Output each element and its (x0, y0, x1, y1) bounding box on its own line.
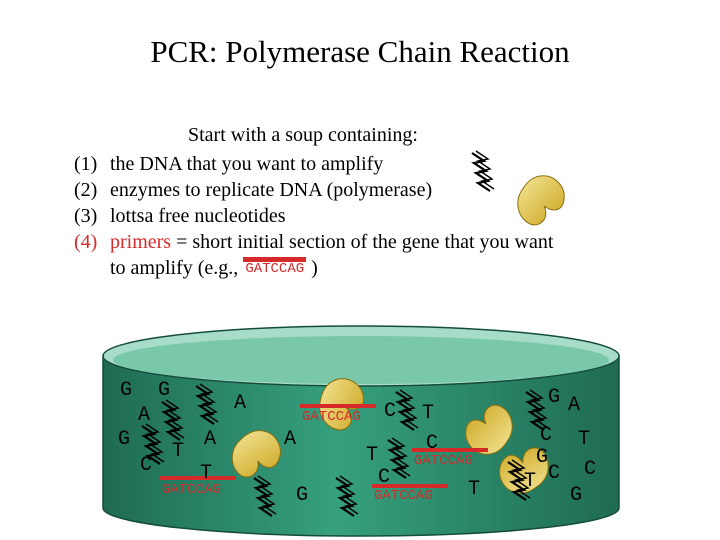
slide-title: PCR: Polymerase Chain Reaction (150, 34, 570, 69)
nucleotide-label: G (296, 484, 309, 507)
item-number: (3) (74, 205, 98, 227)
nucleotide-label: T (468, 478, 481, 501)
dna-icon (472, 151, 494, 191)
nucleotide-label: T (366, 444, 379, 467)
nucleotide-label: T (578, 428, 591, 451)
nucleotide-label: A (204, 428, 217, 451)
nucleotide-label: G (158, 379, 171, 402)
primer-example: GATCCAG (243, 257, 306, 276)
nucleotide-label: T (524, 470, 537, 493)
primer-label: GATCCAG (374, 488, 433, 504)
primer-label: GATCCAG (302, 409, 361, 425)
nucleotide-label: A (284, 428, 297, 451)
item-text: the DNA that you want to amplify (110, 153, 384, 175)
nucleotide-label: G (120, 379, 133, 402)
nucleotide-label: G (548, 386, 561, 409)
item-number: (1) (74, 153, 98, 175)
item-text: = short initial section of the gene that you want (171, 231, 554, 253)
item-text: lottsa free nucleotides (110, 205, 286, 227)
nucleotide-label: C (384, 400, 397, 423)
nucleotide-label: T (200, 462, 213, 485)
nucleotide-label: A (234, 392, 247, 415)
item-number: (4) (74, 231, 98, 253)
nucleotide-label: G (118, 428, 131, 451)
item-number: (2) (74, 179, 98, 201)
item-text: to amplify (e.g., (110, 257, 239, 279)
intro-text: Start with a soup containing: (188, 124, 418, 146)
nucleotide-label: T (172, 440, 185, 463)
nucleotide-label: C (540, 424, 553, 447)
nucleotide-label: C (140, 454, 153, 477)
nucleotide-label: C (584, 458, 597, 481)
nucleotide-label: G (536, 446, 549, 469)
primer-label: GATCCAG (414, 453, 473, 469)
primers-highlight: primers (110, 231, 172, 253)
nucleotide-label: T (422, 402, 435, 425)
nucleotide-label: C (548, 462, 561, 485)
item-text: ) (311, 257, 318, 279)
nucleotide-label: A (568, 394, 581, 417)
primer-label: GATCCAG (162, 482, 221, 498)
item-text: enzymes to replicate DNA (polymerase) (110, 179, 433, 201)
enzyme-icon (518, 176, 564, 225)
nucleotide-label: A (138, 404, 151, 427)
nucleotide-label: G (570, 484, 583, 507)
nucleotide-label: C (378, 466, 391, 489)
nucleotide-label: C (426, 432, 439, 455)
